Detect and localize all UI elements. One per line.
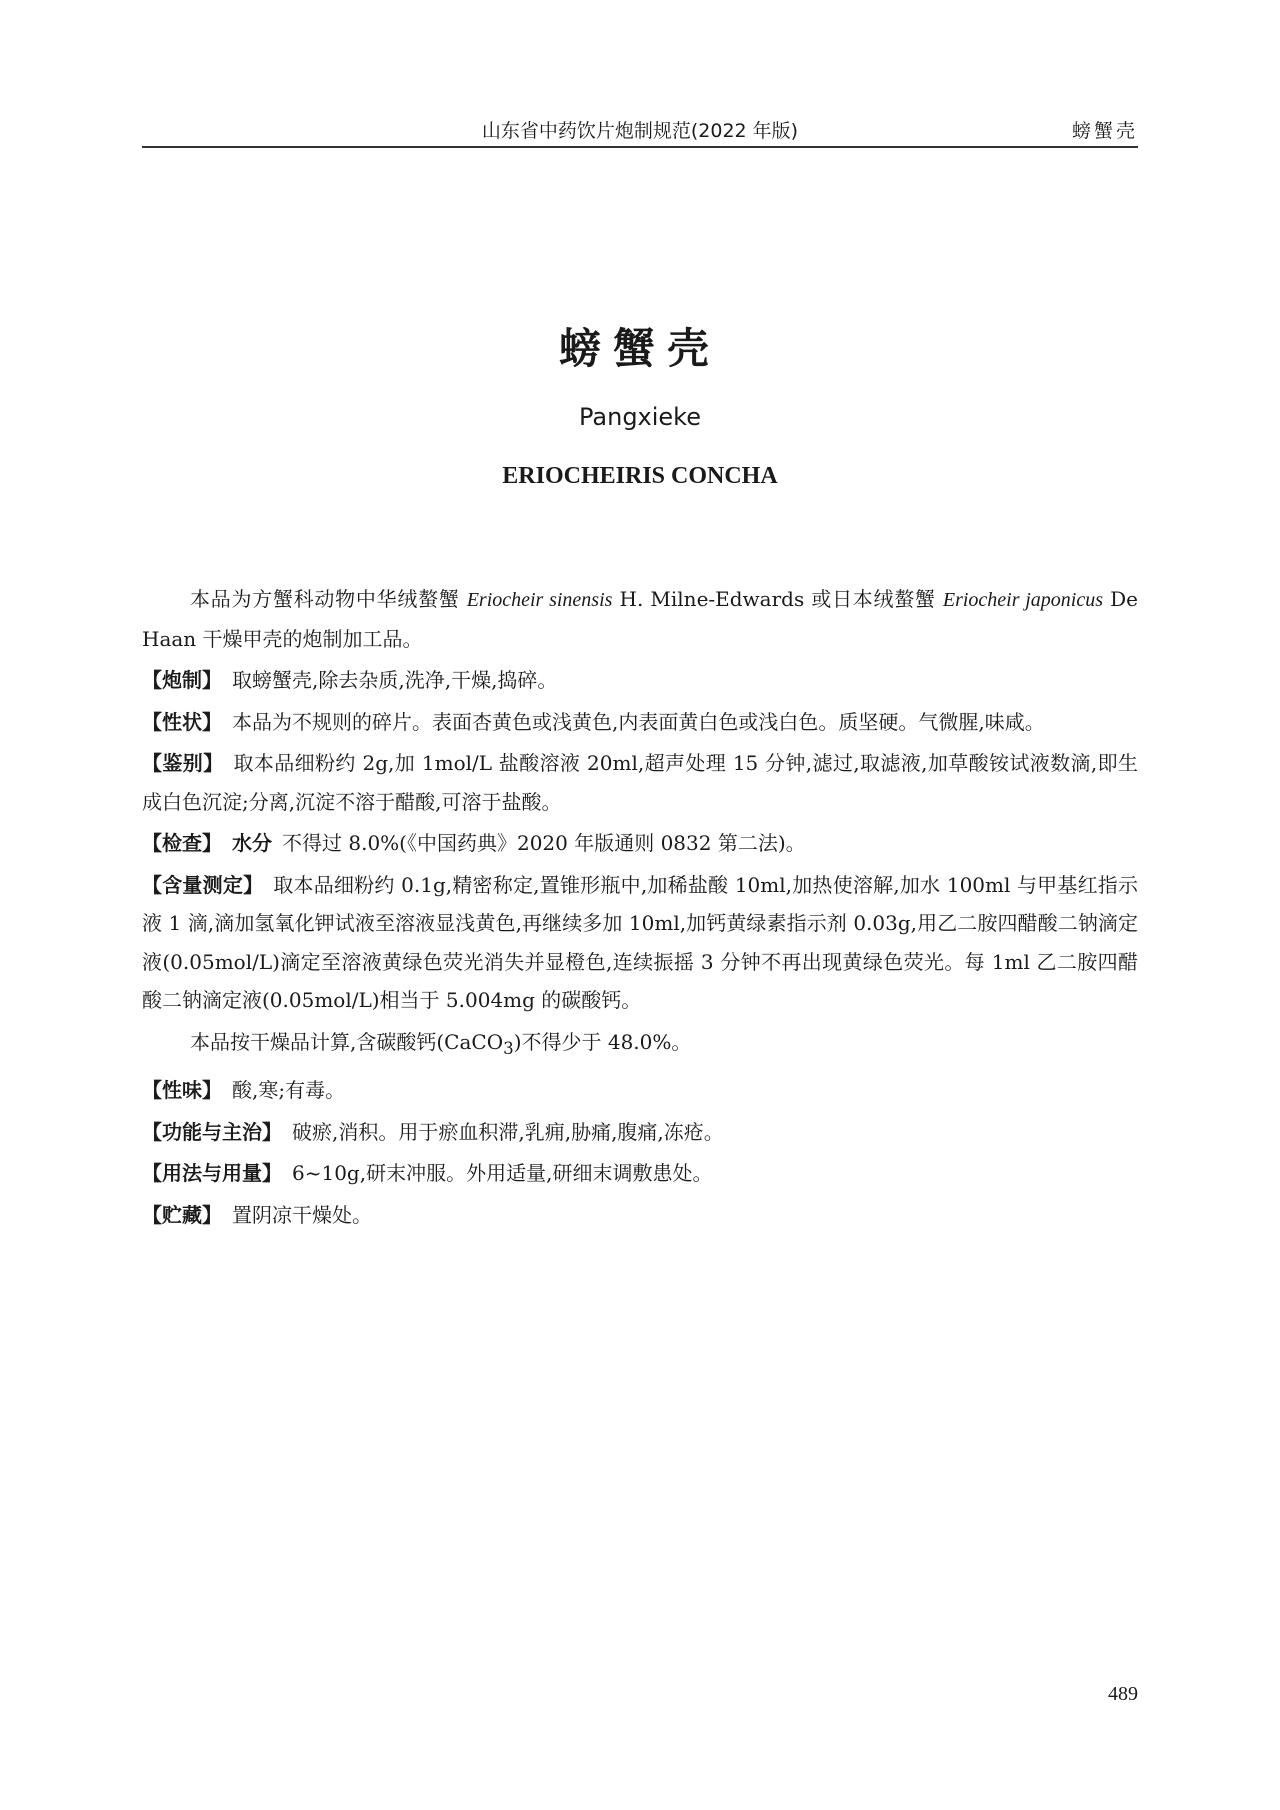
species-name-1: Eriocheir sinensis [466, 589, 613, 611]
section-text: 酸,寒;有毒。 [232, 1078, 346, 1102]
formula-subscript: 3 [503, 1038, 514, 1058]
section-label: 【检查】 [142, 831, 222, 855]
section-function [142, 1113, 1138, 1152]
section-label: 【鉴别】 [142, 751, 224, 775]
page-number: 489 [1108, 1683, 1138, 1705]
species-name-2: Eriocheir japonicus [942, 589, 1104, 611]
section-text: 取螃蟹壳,除去杂质,洗净,干燥,捣碎。 [232, 668, 558, 692]
intro-text-3: De Haan 干燥甲壳的炮制加工品。 [142, 587, 1138, 651]
monograph-latin-name: ERIOCHEIRIS CONCHA [502, 463, 778, 489]
section-label: 【用法与用量】 [142, 1161, 282, 1185]
section-label: 【含量测定】 [142, 872, 264, 897]
section-nature [142, 1071, 1138, 1110]
section-text: 置阴凉干燥处。 [232, 1202, 372, 1227]
assay-limit-text-2: )不得少于 48.0%。 [513, 1029, 692, 1054]
section-usage [142, 1154, 1138, 1193]
section-identification [142, 744, 1138, 821]
section-label: 【性状】 [142, 709, 222, 734]
section-text: 取本品细粉约 0.1g,精密称定,置锥形瓶中,加稀盐酸 10ml,加热使溶解,加水 100ml 与甲基红指示液 1 滴,滴加氢氧化钾试液至溶液显浅黄色,再继续多加 10ml,加钙黄绿素指示剂 0.03g,用乙二胺四醋酸二钠滴定液(0.05mol/L)滴定至溶液黄绿色荧光消失并显橙色,连续振摇 3 分钟不再出现黄绿色荧光。每 1ml 乙二胺四醋酸二钠滴定液(0.05mol/L)相当于 5.004mg 的碳酸钙。 [142, 872, 1139, 1012]
section-label: 【性味】 [142, 1078, 222, 1102]
section-text: 6~10g,研末冲服。外用适量,研细末调敷患处。 [292, 1161, 713, 1185]
section-assay [142, 866, 1138, 1020]
subsection-label: 水分 [232, 831, 272, 855]
intro-text-2: H. Milne-Edwards 或日本绒螯蟹 [612, 587, 943, 611]
monograph-body [142, 580, 1138, 1237]
section-label: 【贮藏】 [142, 1202, 222, 1227]
monograph-title: 螃蟹壳 [558, 324, 721, 373]
book-title: 山东省中药饮片炮制规范(2022 年版) [481, 120, 799, 142]
section-description [142, 703, 1138, 742]
section-text: 本品为不规则的碎片。表面杏黄色或浅黄色,内表面黄白色或浅白色。质坚硬。气微腥,味咸。 [232, 709, 1045, 734]
section-text: 不得过 8.0%(《中国药典》2020 年版通则 0832 第二法)。 [282, 831, 806, 855]
intro-paragraph [142, 580, 1138, 658]
section-processing [142, 661, 1138, 700]
section-text: 取本品细粉约 2g,加 1mol/L 盐酸溶液 20ml,超声处理 15 分钟,滤过,取滤液,加草酸铵试液数滴,即生成白色沉淀;分离,沉淀不溶于醋酸,可溶于盐酸。 [142, 751, 1138, 814]
section-label: 【功能与主治】 [142, 1119, 282, 1144]
running-title: 螃蟹壳 [1071, 120, 1138, 142]
page-header [142, 110, 1138, 148]
intro-text-1: 本品为方蟹科动物中华绒螯蟹 [190, 587, 467, 611]
section-label: 【炮制】 [142, 668, 222, 692]
assay-limit-text-1: 本品按干燥品计算,含碳酸钙(CaCO [190, 1029, 504, 1054]
section-text: 破瘀,消积。用于瘀血积滞,乳痈,胁痛,腹痛,冻疮。 [292, 1119, 724, 1144]
monograph-pinyin: Pangxieke [579, 403, 701, 431]
assay-limit-paragraph [142, 1023, 1138, 1069]
section-inspection [142, 824, 1138, 863]
section-storage [142, 1196, 1138, 1235]
